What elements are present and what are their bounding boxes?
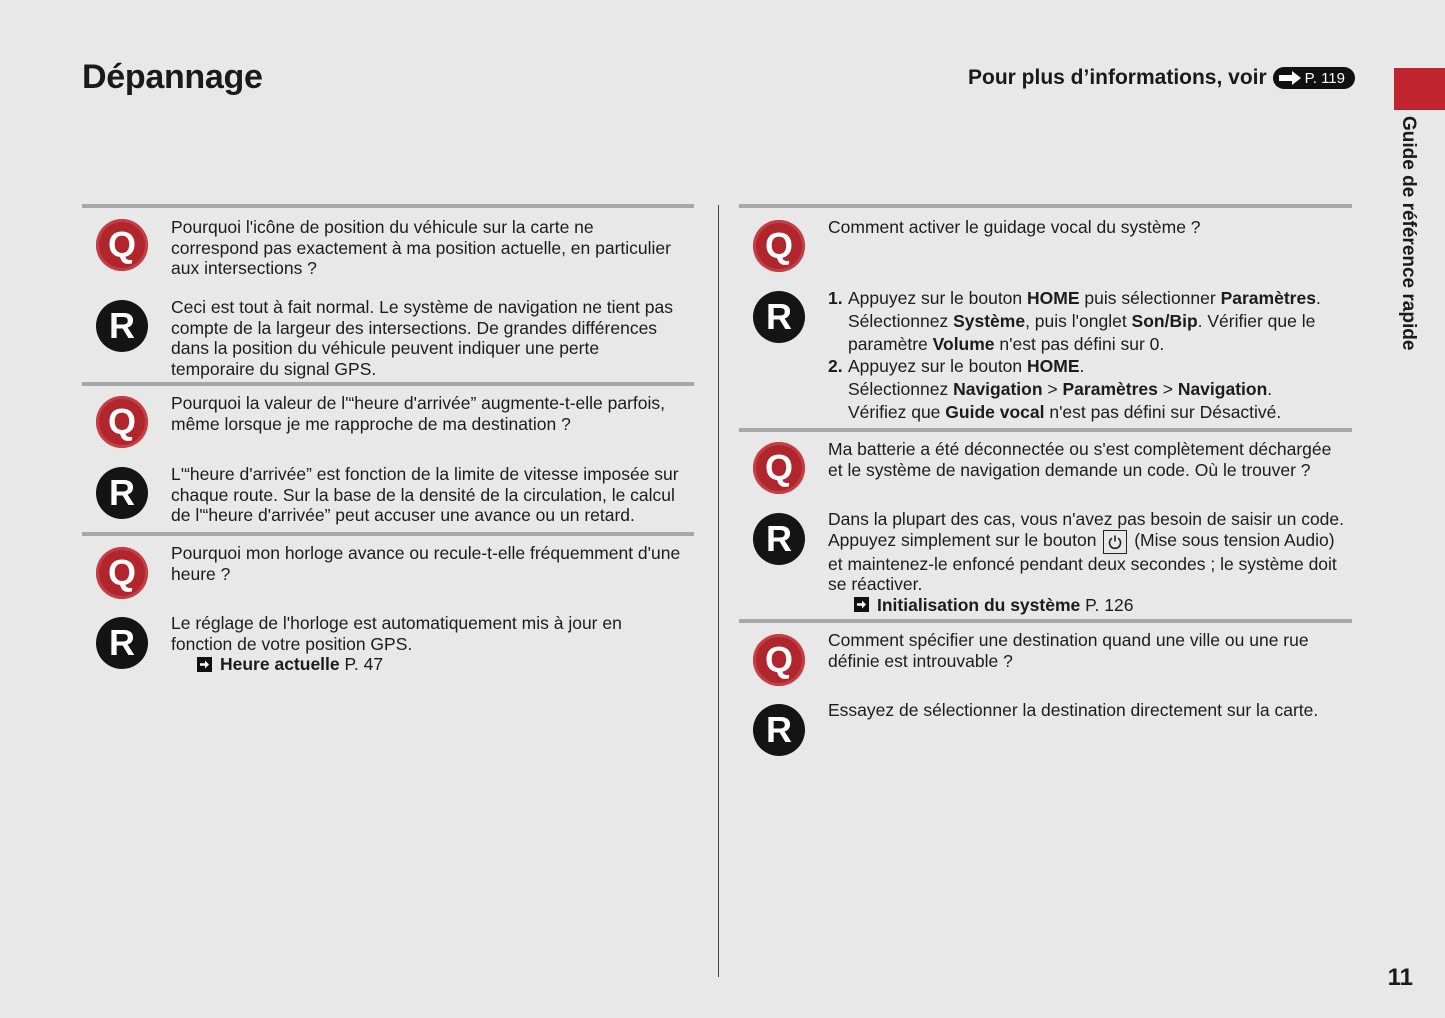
left-column <box>82 204 694 676</box>
section-tab-marker <box>1394 68 1445 110</box>
step-item: 2. Appuyez sur le bouton HOME. Sélectionnez Navigation > Paramètres > Navigation. Vérifiez que Guide vocal n'est pas défini sur Désactivé. <box>828 356 1282 422</box>
answer-text: Le réglage de l'horloge est automatiquement mis à jour en fonction de votre position GPS. <box>171 613 622 654</box>
reference-arrow-icon <box>854 597 869 612</box>
question-badge: Q <box>753 220 805 272</box>
answer-badge: R <box>96 467 148 519</box>
question-text: Pourquoi la valeur de l'“heure d'arrivée” augmente-t-elle parfois, même lorsque je me rapproche de ma destination ? <box>171 393 666 434</box>
answer-text: Ceci est tout à fait normal. Le système de navigation ne tient pas compte de la largeur des intersections. De grandes différences dans la position du véhicule peuvent indiquer une perte temporaire du signal GPS. <box>171 297 673 379</box>
step-item: 1. Appuyez sur le bouton HOME puis sélectionner Paramètres. Sélectionnez Système, puis l'onglet Son/Bip. Vérifier que le paramètre Volume n'est pas défini sur 0. <box>828 288 1321 354</box>
question-text: Pourquoi mon horloge avance ou recule-t-elle fréquemment d'une heure ? <box>171 543 681 584</box>
qa-section <box>82 204 694 382</box>
qa-section <box>739 204 1352 428</box>
question-text: Pourquoi l'icône de position du véhicule sur la carte ne correspond pas exactement à ma position actuelle, en particulier aux intersections ? <box>171 217 671 278</box>
qa-section <box>82 382 694 532</box>
answer-text: Dans la plupart des cas, vous n'avez pas besoin de saisir un code. <box>828 509 1345 529</box>
section-side-label: Guide de référence rapide <box>1398 116 1419 351</box>
more-info-label: Pour plus d’informations, voir <box>967 66 1267 89</box>
page-reference-link[interactable] <box>1273 67 1355 89</box>
answer-text: Essayez de sélectionner la destination directement sur la carte. <box>828 700 1319 720</box>
power-button-icon <box>1103 530 1127 554</box>
reference-page: P. 47 <box>344 654 384 674</box>
answer-badge: R <box>753 291 805 343</box>
question-text: Comment spécifier une destination quand une ville ou une rue définie est introuvable ? <box>828 630 1309 671</box>
answer-text-continued: Appuyez simplement sur le bouton (Mise sous tension Audio) et maintenez-le enfoncé pendant deux secondes ; le système doit se réactiver. <box>828 529 1337 594</box>
column-divider <box>718 205 719 977</box>
answer-badge: R <box>96 617 148 669</box>
answer-steps <box>828 287 1344 424</box>
question-badge: Q <box>96 396 148 448</box>
answer-badge: R <box>96 300 148 352</box>
answer-badge: R <box>753 704 805 756</box>
answer-block <box>828 509 1344 615</box>
answer-block <box>171 613 686 675</box>
page-number: 11 <box>1387 964 1413 991</box>
question-text: Comment activer le guidage vocal du système ? <box>828 217 1201 237</box>
more-info-reference <box>968 66 1355 90</box>
cross-reference-link[interactable] <box>854 595 1344 616</box>
question-badge: Q <box>753 442 805 494</box>
qa-section <box>739 619 1352 773</box>
right-column <box>739 204 1352 773</box>
question-text: Ma batterie a été déconnectée ou s'est complètement déchargée et le système de navigation demande un code. Où le trouver ? <box>828 439 1332 480</box>
page-reference-number: P. 119 <box>1304 69 1345 87</box>
answer-badge: R <box>753 513 805 565</box>
page-title: Dépannage <box>82 58 263 96</box>
answer-text: L'“heure d'arrivée” est fonction de la limite de vitesse imposée sur chaque route. Sur la base de la densité de la circulation, le calcul de l'“heure d'arrivée” peut accuser une avance ou un retard. <box>171 464 679 525</box>
qa-section <box>82 532 694 676</box>
question-badge: Q <box>753 634 805 686</box>
arrow-right-icon <box>1277 70 1303 86</box>
question-badge: Q <box>96 219 148 271</box>
reference-title: Initialisation du système <box>877 594 1081 615</box>
cross-reference-link[interactable] <box>197 654 686 675</box>
reference-title: Heure actuelle <box>220 654 340 674</box>
question-badge: Q <box>96 547 148 599</box>
reference-page: P. 126 <box>1085 594 1134 615</box>
reference-arrow-icon <box>197 657 212 672</box>
qa-section <box>739 428 1352 619</box>
